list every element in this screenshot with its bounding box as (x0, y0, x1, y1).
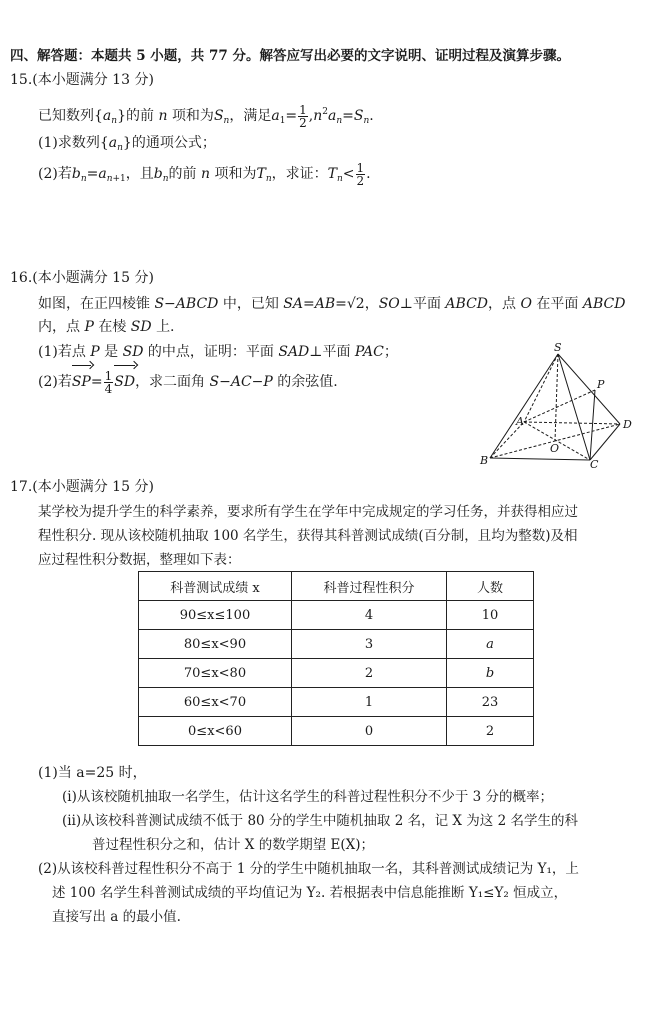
q17-number: 17. (10, 479, 33, 495)
height-SO (555, 354, 558, 441)
q15-number: 15. (10, 72, 33, 88)
table-cell: b (447, 659, 534, 688)
table-row (139, 717, 534, 746)
q15-part1: (1)求数列$\{a_n\}$的通项公式； (38, 135, 216, 153)
label-C: C (590, 458, 599, 470)
table-cell: 2 (292, 659, 447, 688)
table-header-row (139, 572, 534, 601)
q17-intro-2: 程性积分. 现从该校随机抽取 100 名学生，获得其科普测试成绩(百分制，且均为整数)及相 (38, 528, 578, 544)
table-row (139, 601, 534, 630)
label-B: B (480, 454, 489, 467)
edge-BC (490, 458, 590, 460)
q15-score: (本小题满分 13 分) (32, 72, 154, 88)
q17-intro-1: 某学校为提升学生的科学素养，要求所有学生在学年中完成规定的学习任务，并获得相应过 (38, 504, 578, 520)
label-A: A (516, 415, 524, 428)
table-cell: 70≤x<80 (139, 659, 292, 688)
q17-part2-b: 述 100 名学生科普测试成绩的平均值记为 Y₂. 若根据表中信息能推断 Y₁≤Y₂ 恒成立， (52, 885, 568, 901)
q15-part2: (2)若$b_n=a_{n+1}$，且$b_n$的前 n 项和为$T_n$，求证：$T_n<$ $\frac{1}{2}$ . (38, 160, 371, 188)
table-header-cell: 人数 (447, 572, 534, 601)
label-P: P (597, 378, 605, 391)
edge-SB (490, 354, 558, 458)
edge-CD (590, 424, 620, 460)
table-header-cell: 科普过程性积分 (292, 572, 447, 601)
pyramid-figure (478, 340, 638, 470)
edge-SC (558, 354, 590, 460)
fraction-one-half-2: $\frac{1}{2}$ (356, 160, 365, 188)
table-row (139, 659, 534, 688)
score-table (138, 571, 534, 746)
q16-line1: 如图，在正四棱锥 S−ABCD 中，已知 SA=AB=√2，SO⊥平面 ABCD，点 O 在平面 ABCD (38, 296, 626, 312)
table-cell: 1 (292, 688, 447, 717)
table-cell: 0≤x<60 (139, 717, 292, 746)
table-cell: 80≤x<90 (139, 630, 292, 659)
table-cell: 2 (447, 717, 534, 746)
edge-SD (558, 354, 620, 424)
table-cell: 90≤x≤100 (139, 601, 292, 630)
q17-intro-3: 应过程性积分数据，整理如下表： (38, 552, 241, 568)
fraction-one-quarter: $\frac{1}{4}$ (104, 368, 113, 396)
label-S: S (554, 341, 562, 354)
q17-part1-ii-b: 普过程性积分之和，估计 X 的数学期望 E(X)； (92, 837, 374, 853)
section-heading: 四、解答题：本题共 5 小题，共 77 分。解答应写出必要的文字说明、证明过程及演算步骤。 (10, 48, 570, 64)
q17-part1-ii-a: (ⅱ)从该校科普测试成绩不低于 80 分的学生中随机抽取 2 名，记 X 为这 2 名学生的科 (62, 813, 578, 829)
table-cell: 23 (447, 688, 534, 717)
table-cell: 3 (292, 630, 447, 659)
table-header-cell: 科普测试成绩 x (139, 572, 292, 601)
table-cell: 4 (292, 601, 447, 630)
table-cell: 60≤x<70 (139, 688, 292, 717)
q17-part2-a: (2)从该校科普过程性积分不高于 1 分的学生中随机抽取一名，其科普测试成绩记为 Y₁，上 (38, 861, 579, 877)
q15-header (10, 71, 154, 89)
q17-header (10, 478, 154, 496)
segment-AP (524, 390, 595, 422)
q16-line2: 内，点 P 在棱 SD 上. (38, 319, 175, 335)
edge-AD (524, 422, 620, 424)
label-D: D (623, 418, 632, 431)
fraction-one-half: $\frac{1}{2}$ (299, 102, 307, 130)
q17-part2-c: 直接写出 a 的最小值. (52, 909, 181, 925)
edge-SA (524, 354, 558, 422)
q16-number: 16. (10, 270, 33, 286)
q16-part2: (2)若SP= $\frac{1}{4}$ SD，求二面角 S−AC−P 的余弦值. (38, 368, 338, 396)
table-row (139, 630, 534, 659)
q17-part1-i: (ⅰ)从该校随机抽取一名学生，估计这名学生的科普过程性积分不少于 3 分的概率； (62, 789, 554, 805)
q17-part1: (1)当 a=25 时， (38, 765, 147, 781)
label-O: O (550, 442, 560, 455)
q16-score: (本小题满分 15 分) (32, 270, 154, 286)
table-row (139, 688, 534, 717)
table-cell: 0 (292, 717, 447, 746)
q16-part1: (1)若点 P 是 SD 的中点，证明：平面 SAD⊥平面 PAC； (38, 344, 398, 360)
segment-PC (590, 390, 595, 460)
q17-score: (本小题满分 15 分) (32, 479, 154, 495)
q16-header (10, 269, 154, 287)
table-cell: a (447, 630, 534, 659)
table-cell: 10 (447, 601, 534, 630)
q15-stem: 已知数列$\{a_n\}$的前 n 项和为$S_n$，满足$a_1=$ $\frac{1}{2}$ $,n^2a_n=S_n$. (38, 102, 374, 130)
